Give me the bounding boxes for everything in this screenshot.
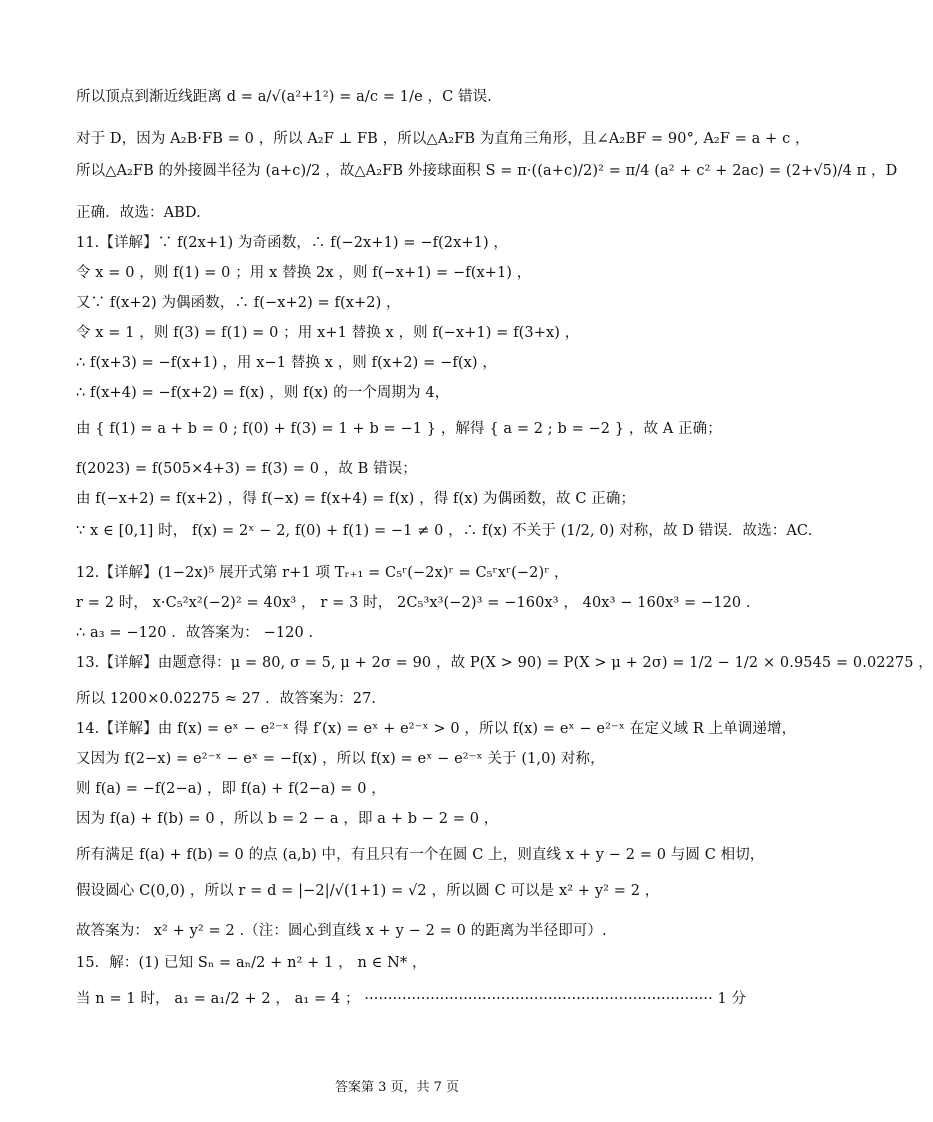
text-line: 令 x = 1 ，则 f(3) = f(1) = 0 ；用 x+1 替换 x ，则 f(−x+1) = f(3+x) ，: [76, 325, 580, 341]
text-line: f(2023) = f(505×4+3) = f(3) = 0 ，故 B 错误；: [76, 461, 417, 477]
text-line: ∴ a₃ = −120 ．故答案为： −120 .: [76, 625, 314, 641]
text-line: 故答案为： x² + y² = 2 .（注：圆心到直线 x + y − 2 = 0 的距离为半径即可）.: [76, 923, 607, 939]
page-footer: 答案第 3 页，共 7 页: [334, 1080, 460, 1095]
text-line: ∴ f(x+4) = −f(x+2) = f(x) ，则 f(x) 的一个周期为 4，: [76, 385, 450, 401]
text-line: 15．解：(1) 已知 Sₙ = aₙ/2 + n² + 1 ， n ∈ N* ，: [76, 955, 427, 971]
text-line: 又因为 f(2−x) = e²⁻ˣ − eˣ = −f(x) ，所以 f(x) = eˣ − e²⁻ˣ 关于 (1,0) 对称，: [76, 751, 605, 767]
text-line: 令 x = 0 ，则 f(1) = 0 ；用 x 替换 2x ，则 f(−x+1) = −f(x+1) ，: [76, 265, 532, 281]
text-line: 对于 D，因为 A₂B·FB = 0 ，所以 A₂F ⊥ FB ，所以△A₂FB 为直角三角形，且∠A₂BF = 90°, A₂F = a + c ，: [76, 131, 810, 147]
text-line: 因为 f(a) + f(b) = 0 ，所以 b = 2 − a ，即 a + b − 2 = 0 ，: [76, 811, 499, 827]
text-line: ∵ x ∈ [0,1] 时， f(x) = 2ˣ − 2, f(0) + f(1) = −1 ≠ 0 ，∴ f(x) 不关于 (1/2, 0) 对称，故 D 错误．故选：AC.: [76, 523, 813, 539]
text-line: 正确．故选：ABD.: [76, 205, 201, 221]
text-line: 由 { f(1) = a + b = 0 ; f(0) + f(3) = 1 + b = −1 } ，解得 { a = 2 ; b = −2 } ，故 A 正确；: [76, 421, 722, 437]
text-line: 由 f(−x+2) = f(x+2) ，得 f(−x) = f(x+4) = f(x) ，得 f(x) 为偶函数，故 C 正确；: [76, 491, 636, 507]
text-line: r = 2 时， x·C₅²x²(−2)² = 40x³ ， r = 3 时， 2C₅³x³(−2)³ = −160x³ ， 40x³ − 160x³ = −120 .: [76, 595, 751, 611]
text-line: ∴ f(x+3) = −f(x+1) ，用 x−1 替换 x ，则 f(x+2) = −f(x) ，: [76, 355, 497, 371]
text-line: 11.【详解】∵ f(2x+1) 为奇函数，∴ f(−2x+1) = −f(2x+1) ，: [76, 235, 509, 251]
text-line: 假设圆心 C(0,0) ，所以 r = d = |−2|/√(1+1) = √2 ，所以圆 C 可以是 x² + y² = 2 ，: [76, 883, 660, 899]
text-line: 所以顶点到渐近线距离 d = a/√(a²+1²) = a/c = 1/e ，C 错误.: [76, 89, 492, 105]
text-line: 14.【详解】由 f(x) = eˣ − e²⁻ˣ 得 f′(x) = eˣ + e²⁻ˣ > 0 ，所以 f(x) = eˣ − e²⁻ˣ 在定义域 R 上单调递增，: [76, 721, 797, 737]
text-line: 所有满足 f(a) + f(b) = 0 的点 (a,b) 中，有且只有一个在圆 C 上，则直线 x + y − 2 = 0 与圆 C 相切，: [76, 847, 765, 863]
text-line: 12.【详解】(1−2x)⁵ 展开式第 r+1 项 Tᵣ₊₁ = C₅ʳ(−2x)ʳ = C₅ʳxʳ(−2)ʳ ，: [76, 565, 569, 581]
text-line: 则 f(a) = −f(2−a) ，即 f(a) + f(2−a) = 0 ，: [76, 781, 386, 797]
text-line: 当 n = 1 时， a₁ = a₁/2 + 2 ， a₁ = 4 ； ·········································································· 1 分: [76, 991, 747, 1007]
text-line: 又∵ f(x+2) 为偶函数，∴ f(−x+2) = f(x+2) ，: [76, 295, 401, 311]
text-line: 13.【详解】由题意得：μ = 80, σ = 5, μ + 2σ = 90 ，故 P(X > 90) = P(X > μ + 2σ) = 1/2 − 1/2 × 0.9545 = 0.02275 ，: [76, 655, 933, 671]
text-line: 所以 1200×0.02275 ≈ 27 ．故答案为：27.: [76, 691, 377, 707]
text-line: 所以△A₂FB 的外接圆半径为 (a+c)/2 ，故△A₂FB 外接球面积 S = π·((a+c)/2)² = π/4 (a² + c² + 2ac) = (2+√5)/4 π ，D: [76, 163, 898, 179]
